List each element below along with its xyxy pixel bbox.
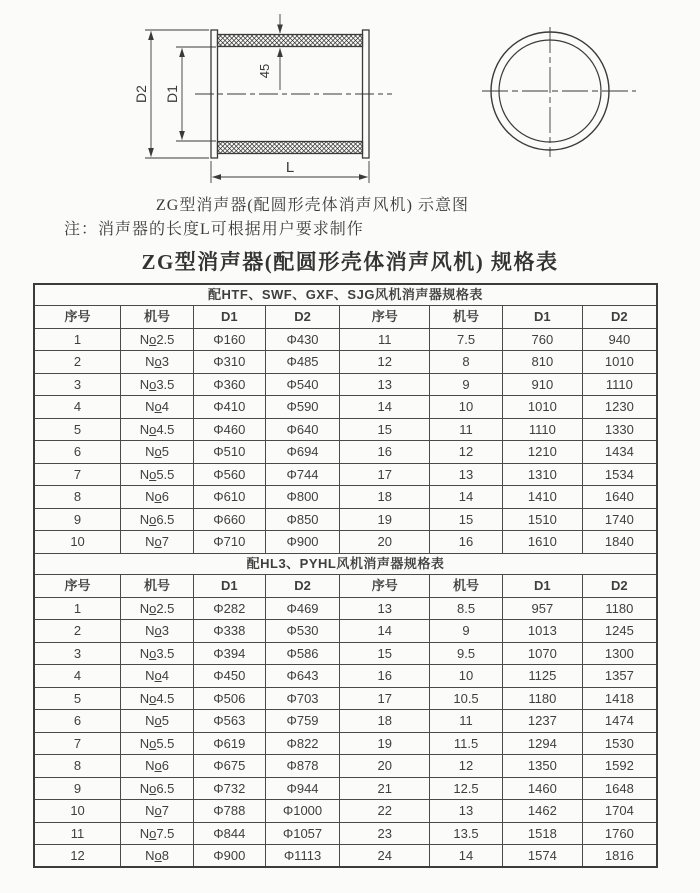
- machine-no-cell: 16: [430, 531, 503, 554]
- serial-cell: 19: [340, 508, 430, 531]
- column-header: D2: [265, 574, 340, 597]
- d2-cell: Φ485: [265, 351, 340, 374]
- serial-cell: 11: [34, 822, 121, 845]
- length-label: L: [285, 159, 295, 176]
- d1-cell: 1070: [502, 642, 582, 665]
- table-row: [34, 597, 657, 620]
- serial-cell: 18: [340, 486, 430, 509]
- d2-cell: Φ850: [265, 508, 340, 531]
- serial-cell: 7: [34, 732, 121, 755]
- d2-cell: 1434: [582, 441, 657, 464]
- d1-cell: Φ460: [193, 418, 265, 441]
- d2-label: D2: [133, 85, 149, 103]
- machine-no-cell: 12: [430, 755, 503, 778]
- machine-no-cell: 9: [430, 620, 503, 643]
- machine-no-cell: No3: [121, 620, 194, 643]
- section-title: 配HTF、SWF、GXF、SJG风机消声器规格表: [34, 284, 657, 305]
- machine-no-cell: No3.5: [121, 373, 194, 396]
- serial-cell: 15: [340, 418, 430, 441]
- d2-cell: 1760: [582, 822, 657, 845]
- column-header-row: [34, 574, 657, 597]
- d2-cell: 1740: [582, 508, 657, 531]
- d1-cell: 1013: [502, 620, 582, 643]
- d1-cell: 1125: [502, 665, 582, 688]
- serial-cell: 10: [34, 800, 121, 823]
- machine-no-cell: 13.5: [430, 822, 503, 845]
- machine-no-cell: No8: [121, 845, 194, 868]
- serial-cell: 5: [34, 687, 121, 710]
- d1-cell: Φ619: [193, 732, 265, 755]
- serial-cell: 6: [34, 441, 121, 464]
- column-header-row: [34, 305, 657, 328]
- serial-cell: 4: [34, 665, 121, 688]
- table-row: [34, 665, 657, 688]
- serial-cell: 17: [340, 463, 430, 486]
- serial-cell: 3: [34, 373, 121, 396]
- d2-cell: Φ694: [265, 441, 340, 464]
- machine-no-cell: 8: [430, 351, 503, 374]
- serial-cell: 14: [340, 620, 430, 643]
- serial-cell: 20: [340, 531, 430, 554]
- d1-cell: 1110: [502, 418, 582, 441]
- serial-cell: 9: [34, 508, 121, 531]
- d1-cell: 1237: [502, 710, 582, 733]
- serial-cell: 1: [34, 597, 121, 620]
- d1-cell: 1010: [502, 396, 582, 419]
- d2-cell: Φ703: [265, 687, 340, 710]
- d1-cell: Φ338: [193, 620, 265, 643]
- d1-cell: Φ506: [193, 687, 265, 710]
- serial-cell: 19: [340, 732, 430, 755]
- machine-no-cell: No5: [121, 710, 194, 733]
- serial-cell: 17: [340, 687, 430, 710]
- d2-cell: Φ944: [265, 777, 340, 800]
- machine-no-cell: No6.5: [121, 508, 194, 531]
- d1-cell: 1460: [502, 777, 582, 800]
- d2-cell: Φ800: [265, 486, 340, 509]
- d1-cell: Φ900: [193, 845, 265, 868]
- d1-cell: 1510: [502, 508, 582, 531]
- d1-cell: Φ450: [193, 665, 265, 688]
- serial-cell: 16: [340, 665, 430, 688]
- dimension-length: [211, 159, 369, 183]
- diagram-note: 注：消声器的长度L可根据用户要求制作: [64, 221, 364, 238]
- machine-no-cell: 10: [430, 665, 503, 688]
- column-header: 序号: [340, 574, 430, 597]
- serial-cell: 18: [340, 710, 430, 733]
- d2-cell: Φ530: [265, 620, 340, 643]
- d1-cell: 1294: [502, 732, 582, 755]
- dimension-lining-thickness: [257, 14, 280, 90]
- machine-no-cell: 11: [430, 418, 503, 441]
- d1-cell: 910: [502, 373, 582, 396]
- column-header: 机号: [121, 574, 194, 597]
- d2-cell: Φ540: [265, 373, 340, 396]
- lining-top: [218, 35, 363, 47]
- d2-cell: Φ586: [265, 642, 340, 665]
- spec-table-title: ZG型消声器(配圆形壳体消声风机) 规格表: [141, 250, 559, 274]
- machine-no-cell: No6: [121, 755, 194, 778]
- spec-table-body: [34, 284, 657, 867]
- serial-cell: 13: [340, 373, 430, 396]
- d2-cell: 1010: [582, 351, 657, 374]
- table-row: [34, 531, 657, 554]
- d1-cell: 1210: [502, 441, 582, 464]
- d2-cell: 1648: [582, 777, 657, 800]
- d1-cell: 1350: [502, 755, 582, 778]
- table-row: [34, 486, 657, 509]
- d1-cell: 957: [502, 597, 582, 620]
- section-title: 配HL3、PYHL风机消声器规格表: [34, 553, 657, 574]
- serial-cell: 9: [34, 777, 121, 800]
- d1-cell: 1180: [502, 687, 582, 710]
- d1-cell: 810: [502, 351, 582, 374]
- column-header: D2: [582, 305, 657, 328]
- d1-cell: Φ788: [193, 800, 265, 823]
- machine-no-cell: No5.5: [121, 463, 194, 486]
- serial-cell: 8: [34, 486, 121, 509]
- column-header: D1: [502, 574, 582, 597]
- machine-no-cell: 7.5: [430, 328, 503, 351]
- spec-table: [33, 283, 658, 868]
- d2-cell: 1704: [582, 800, 657, 823]
- serial-cell: 1: [34, 328, 121, 351]
- serial-cell: 10: [34, 531, 121, 554]
- d2-cell: Φ744: [265, 463, 340, 486]
- d2-cell: Φ878: [265, 755, 340, 778]
- d2-cell: Φ640: [265, 418, 340, 441]
- d1-cell: Φ282: [193, 597, 265, 620]
- column-header: D2: [265, 305, 340, 328]
- d1-cell: 1610: [502, 531, 582, 554]
- serial-cell: 20: [340, 755, 430, 778]
- d2-cell: 1330: [582, 418, 657, 441]
- d1-cell: Φ560: [193, 463, 265, 486]
- table-row: [34, 845, 657, 868]
- d2-cell: 1245: [582, 620, 657, 643]
- d2-cell: Φ1057: [265, 822, 340, 845]
- serial-cell: 23: [340, 822, 430, 845]
- d1-cell: Φ394: [193, 642, 265, 665]
- machine-no-cell: No4.5: [121, 687, 194, 710]
- d2-cell: Φ822: [265, 732, 340, 755]
- cylinder-front-view: [482, 27, 636, 157]
- d1-cell: Φ844: [193, 822, 265, 845]
- table-row: [34, 732, 657, 755]
- d1-cell: Φ563: [193, 710, 265, 733]
- serial-cell: 12: [34, 845, 121, 868]
- serial-cell: 4: [34, 396, 121, 419]
- table-row: [34, 800, 657, 823]
- d1-label: D1: [164, 85, 180, 103]
- serial-cell: 6: [34, 710, 121, 733]
- d1-cell: Φ310: [193, 351, 265, 374]
- column-header: D1: [193, 574, 265, 597]
- machine-no-cell: No6.5: [121, 777, 194, 800]
- serial-cell: 11: [340, 328, 430, 351]
- column-header: D1: [502, 305, 582, 328]
- column-header: 序号: [34, 574, 121, 597]
- machine-no-cell: 10: [430, 396, 503, 419]
- machine-no-cell: 13: [430, 800, 503, 823]
- table-row: [34, 328, 657, 351]
- technical-drawing: [0, 0, 700, 190]
- table-row: [34, 755, 657, 778]
- machine-no-cell: 8.5: [430, 597, 503, 620]
- machine-no-cell: No4: [121, 665, 194, 688]
- table-row: [34, 396, 657, 419]
- column-header: 机号: [121, 305, 194, 328]
- machine-no-cell: 14: [430, 486, 503, 509]
- serial-cell: 8: [34, 755, 121, 778]
- d1-cell: Φ410: [193, 396, 265, 419]
- d2-cell: Φ1000: [265, 800, 340, 823]
- column-header: D2: [582, 574, 657, 597]
- machine-no-cell: No2.5: [121, 328, 194, 351]
- serial-cell: 21: [340, 777, 430, 800]
- machine-no-cell: No4: [121, 396, 194, 419]
- machine-no-cell: 11.5: [430, 732, 503, 755]
- serial-cell: 3: [34, 642, 121, 665]
- d2-cell: 1816: [582, 845, 657, 868]
- machine-no-cell: No3.5: [121, 642, 194, 665]
- lining-thickness-label: 45: [257, 63, 272, 79]
- table-row: [34, 441, 657, 464]
- column-header: 序号: [34, 305, 121, 328]
- serial-cell: 24: [340, 845, 430, 868]
- serial-cell: 15: [340, 642, 430, 665]
- column-header: 机号: [430, 305, 503, 328]
- section-title-row: [34, 284, 657, 305]
- d2-cell: 940: [582, 328, 657, 351]
- machine-no-cell: No6: [121, 486, 194, 509]
- column-header: 机号: [430, 574, 503, 597]
- serial-cell: 22: [340, 800, 430, 823]
- d1-cell: 1574: [502, 845, 582, 868]
- machine-no-cell: 10.5: [430, 687, 503, 710]
- table-row: [34, 418, 657, 441]
- serial-cell: 14: [340, 396, 430, 419]
- d2-cell: 1418: [582, 687, 657, 710]
- d1-cell: Φ360: [193, 373, 265, 396]
- d2-cell: 1357: [582, 665, 657, 688]
- machine-no-cell: No4.5: [121, 418, 194, 441]
- serial-cell: 12: [340, 351, 430, 374]
- d1-cell: 1310: [502, 463, 582, 486]
- d2-cell: 1110: [582, 373, 657, 396]
- serial-cell: 13: [340, 597, 430, 620]
- d2-cell: Φ590: [265, 396, 340, 419]
- d2-cell: Φ430: [265, 328, 340, 351]
- table-row: [34, 351, 657, 374]
- machine-no-cell: No5.5: [121, 732, 194, 755]
- d1-cell: Φ160: [193, 328, 265, 351]
- d2-cell: Φ900: [265, 531, 340, 554]
- table-row: [34, 508, 657, 531]
- table-row: [34, 687, 657, 710]
- table-row: [34, 777, 657, 800]
- serial-cell: 7: [34, 463, 121, 486]
- diagram-caption: ZG型消声器(配圆形壳体消声风机) 示意图: [156, 197, 469, 214]
- d2-cell: 1180: [582, 597, 657, 620]
- d1-cell: Φ732: [193, 777, 265, 800]
- table-row: [34, 620, 657, 643]
- machine-no-cell: No7.5: [121, 822, 194, 845]
- d1-cell: 1518: [502, 822, 582, 845]
- machine-no-cell: 15: [430, 508, 503, 531]
- lining-bottom: [218, 142, 363, 154]
- d2-cell: Φ643: [265, 665, 340, 688]
- d2-cell: 1474: [582, 710, 657, 733]
- machine-no-cell: 11: [430, 710, 503, 733]
- machine-no-cell: 9.5: [430, 642, 503, 665]
- machine-no-cell: No3: [121, 351, 194, 374]
- d1-cell: 1462: [502, 800, 582, 823]
- d1-cell: 760: [502, 328, 582, 351]
- table-row: [34, 642, 657, 665]
- machine-no-cell: 9: [430, 373, 503, 396]
- table-row: [34, 710, 657, 733]
- cylinder-side-view: [195, 30, 392, 158]
- d2-cell: Φ1113: [265, 845, 340, 868]
- d1-cell: Φ610: [193, 486, 265, 509]
- section-title-row: [34, 553, 657, 574]
- table-row: [34, 822, 657, 845]
- d1-cell: Φ710: [193, 531, 265, 554]
- serial-cell: 16: [340, 441, 430, 464]
- table-row: [34, 463, 657, 486]
- d2-cell: 1530: [582, 732, 657, 755]
- machine-no-cell: 12: [430, 441, 503, 464]
- machine-no-cell: No7: [121, 531, 194, 554]
- d2-cell: Φ759: [265, 710, 340, 733]
- d2-cell: 1230: [582, 396, 657, 419]
- machine-no-cell: 14: [430, 845, 503, 868]
- d1-cell: Φ510: [193, 441, 265, 464]
- d2-cell: Φ469: [265, 597, 340, 620]
- machine-no-cell: 12.5: [430, 777, 503, 800]
- column-header: 序号: [340, 305, 430, 328]
- d2-cell: 1592: [582, 755, 657, 778]
- machine-no-cell: No5: [121, 441, 194, 464]
- d1-cell: Φ660: [193, 508, 265, 531]
- machine-no-cell: 13: [430, 463, 503, 486]
- serial-cell: 5: [34, 418, 121, 441]
- d2-cell: 1840: [582, 531, 657, 554]
- d2-cell: 1534: [582, 463, 657, 486]
- serial-cell: 2: [34, 351, 121, 374]
- machine-no-cell: No7: [121, 800, 194, 823]
- d1-cell: Φ675: [193, 755, 265, 778]
- machine-no-cell: No2.5: [121, 597, 194, 620]
- d1-cell: 1410: [502, 486, 582, 509]
- d2-cell: 1300: [582, 642, 657, 665]
- table-row: [34, 373, 657, 396]
- column-header: D1: [193, 305, 265, 328]
- serial-cell: 2: [34, 620, 121, 643]
- d2-cell: 1640: [582, 486, 657, 509]
